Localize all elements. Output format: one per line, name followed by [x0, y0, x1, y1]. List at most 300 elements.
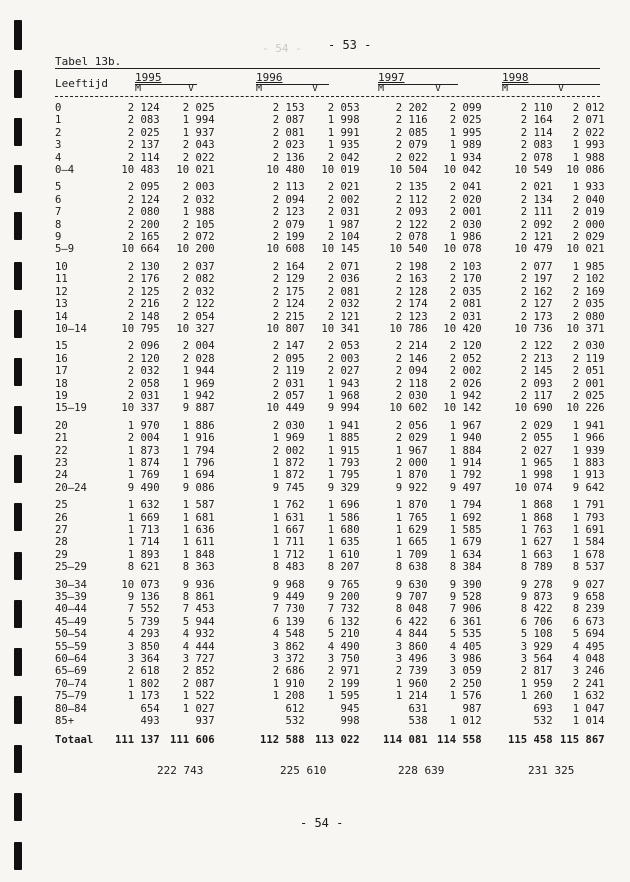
- age-label: 10–14: [55, 322, 87, 335]
- binding-hole-mark: [14, 406, 22, 434]
- binding-hole-mark: [14, 262, 22, 290]
- age-label: 30–34: [55, 578, 87, 591]
- population-value: 1 522: [182, 690, 215, 703]
- age-label: 1: [55, 114, 62, 127]
- table-row: [55, 152, 605, 164]
- population-value: 10 608: [266, 243, 305, 256]
- population-value: 2 216: [127, 298, 160, 311]
- population-value: 2 078: [520, 151, 553, 164]
- population-value: 2 124: [127, 102, 160, 114]
- population-value: 1 014: [572, 715, 605, 728]
- table-row: [55, 499, 605, 511]
- population-value: 4 048: [572, 653, 605, 666]
- population-value: 1 793: [572, 511, 605, 524]
- table-row: [55, 340, 605, 352]
- table-row: [55, 139, 605, 151]
- population-value: 2 250: [449, 677, 482, 690]
- population-value: 2 082: [182, 273, 215, 286]
- population-value: 1 635: [327, 536, 360, 549]
- population-value: 1 942: [182, 389, 215, 402]
- population-value: 2 025: [127, 126, 160, 139]
- population-value: 10 449: [266, 402, 305, 415]
- page-number-top: - 53 -: [328, 38, 372, 52]
- population-value: 9 027: [572, 578, 605, 591]
- population-value: 1 913: [572, 469, 605, 482]
- population-value: 1 584: [572, 536, 605, 549]
- header-bottom-rule: [55, 96, 600, 97]
- age-label: 28: [55, 536, 68, 549]
- population-value: 2 119: [272, 365, 305, 378]
- population-value: 1 576: [449, 690, 482, 703]
- population-value: 2 030: [272, 419, 305, 432]
- binding-hole-mark: [14, 600, 22, 628]
- population-value: 1 665: [395, 536, 428, 549]
- population-value: 2 001: [572, 377, 605, 390]
- population-value: 2 080: [127, 206, 160, 219]
- population-value: 2 105: [182, 218, 215, 231]
- population-value: 1 868: [520, 511, 553, 524]
- population-value: 1 987: [327, 218, 360, 231]
- population-value: 2 148: [127, 310, 160, 323]
- population-value: 9 707: [395, 591, 428, 604]
- population-value: 10 602: [389, 402, 428, 415]
- table-row: [55, 549, 605, 561]
- sex-header-v: V: [558, 83, 565, 94]
- population-value: 2 025: [449, 114, 482, 127]
- population-value: 2 163: [395, 273, 428, 286]
- binding-hole-mark: [14, 503, 22, 531]
- table-row: [55, 690, 605, 702]
- population-value: 6 139: [272, 615, 305, 628]
- age-label: 85+: [55, 715, 75, 728]
- population-value: 10 483: [121, 164, 160, 177]
- population-value: 9 086: [182, 481, 215, 494]
- population-value: 2 135: [395, 181, 428, 194]
- population-value: 10 073: [121, 578, 160, 591]
- population-value: 1 872: [272, 456, 305, 469]
- population-value: 2 030: [395, 389, 428, 402]
- population-value: 1 995: [449, 126, 482, 139]
- table-row: [55, 164, 605, 176]
- population-value: 3 750: [327, 653, 360, 666]
- population-value: 2 739: [395, 665, 428, 678]
- age-label: 17: [55, 365, 68, 378]
- population-value: 1 694: [182, 469, 215, 482]
- population-value: 2 199: [327, 677, 360, 690]
- population-value: 1 969: [182, 377, 215, 390]
- population-value: 1 870: [395, 499, 428, 512]
- population-value: 3 364: [127, 653, 160, 666]
- population-value: 1 714: [127, 536, 160, 549]
- population-value: 1 989: [449, 139, 482, 152]
- population-value: 9 887: [182, 402, 215, 415]
- population-value: 2 022: [572, 126, 605, 139]
- population-value: 2 120: [127, 352, 160, 365]
- population-value: 1 967: [449, 419, 482, 432]
- population-value: 6 422: [395, 615, 428, 628]
- population-value: 4 844: [395, 628, 428, 641]
- population-value: 3 850: [127, 640, 160, 653]
- population-value: 2 026: [449, 377, 482, 390]
- population-value: 2 029: [395, 432, 428, 445]
- population-value: 2 971: [327, 665, 360, 678]
- population-value: 2 020: [449, 193, 482, 206]
- population-value: 113 022: [315, 734, 360, 747]
- population-value: 1 939: [572, 444, 605, 457]
- population-value: 2 029: [572, 231, 605, 244]
- age-label: 3: [55, 139, 62, 152]
- population-value: 2 124: [127, 193, 160, 206]
- population-value: 538: [408, 715, 428, 728]
- population-value: 2 164: [520, 114, 553, 127]
- age-label: Totaal: [55, 734, 94, 747]
- population-value: 8 384: [449, 561, 482, 574]
- population-value: 1 678: [572, 548, 605, 561]
- table-row: [55, 628, 605, 640]
- year-underline: [378, 84, 458, 85]
- population-value: 2 081: [449, 298, 482, 311]
- year-underline: [502, 84, 600, 85]
- population-value: 1 965: [520, 456, 553, 469]
- population-value: 2 054: [182, 310, 215, 323]
- population-value: 1 870: [395, 469, 428, 482]
- population-value: 1 937: [182, 126, 215, 139]
- population-value: 2 003: [327, 352, 360, 365]
- sex-header-m: M: [378, 83, 385, 94]
- population-value: 2 145: [520, 365, 553, 378]
- population-value: 1 872: [272, 469, 305, 482]
- population-value: 2 110: [520, 102, 553, 114]
- age-label: 60–64: [55, 653, 87, 666]
- population-value: 2 852: [182, 665, 215, 678]
- population-value: 10 664: [121, 243, 160, 256]
- table-row: [55, 469, 605, 481]
- population-value: 1 711: [272, 536, 305, 549]
- table-row: [55, 286, 605, 298]
- population-value: 2 116: [395, 114, 428, 127]
- table-row: [55, 616, 605, 628]
- population-value: 1 802: [127, 677, 160, 690]
- population-value: 1 680: [327, 524, 360, 536]
- population-value: 2 025: [182, 102, 215, 114]
- population-value: 10 480: [266, 164, 305, 177]
- population-value: 112 588: [260, 734, 305, 747]
- population-value: 2 112: [395, 193, 428, 206]
- table-row: [55, 591, 605, 603]
- table-row: [55, 715, 605, 727]
- age-label: 6: [55, 193, 62, 206]
- population-value: 10 371: [566, 322, 605, 335]
- population-value: 2 030: [449, 218, 482, 231]
- population-value: 2 083: [127, 114, 160, 127]
- age-label: 20: [55, 419, 68, 432]
- age-label: 21: [55, 432, 68, 445]
- population-value: 1 885: [327, 432, 360, 445]
- population-value: 2 055: [520, 432, 553, 445]
- bleed-through-page-number: - 54 -: [262, 42, 302, 55]
- population-value: 2 021: [520, 181, 553, 194]
- population-table: [55, 102, 605, 749]
- population-value: 2 052: [449, 352, 482, 365]
- population-value: 1 914: [449, 456, 482, 469]
- population-value: 115 867: [560, 734, 605, 747]
- population-value: 2 078: [395, 231, 428, 244]
- population-value: 1 611: [182, 536, 215, 549]
- population-value: 1 712: [272, 548, 305, 561]
- table-row: [55, 432, 605, 444]
- population-value: 10 226: [566, 402, 605, 415]
- year-header-1995: 1995: [135, 71, 162, 84]
- population-value: 2 028: [182, 352, 215, 365]
- population-value: 4 293: [127, 628, 160, 641]
- population-value: 2 031: [127, 389, 160, 402]
- population-value: 4 444: [182, 640, 215, 653]
- age-label: 9: [55, 231, 62, 244]
- population-value: 2 087: [182, 677, 215, 690]
- table-row: [55, 243, 605, 255]
- binding-hole-mark: [14, 745, 22, 773]
- population-value: 2 027: [520, 444, 553, 457]
- population-value: 1 587: [182, 499, 215, 512]
- population-value: 1 585: [449, 524, 482, 536]
- table-row: [55, 390, 605, 402]
- population-value: 945: [340, 702, 360, 715]
- population-value: 2 081: [327, 285, 360, 298]
- table-row: [55, 603, 605, 615]
- age-label: 10: [55, 260, 68, 273]
- population-value: 10 479: [514, 243, 553, 256]
- population-value: 8 621: [127, 561, 160, 574]
- population-value: 1 993: [572, 139, 605, 152]
- age-label: 23: [55, 456, 68, 469]
- age-label: 70–74: [55, 677, 87, 690]
- population-value: 2 023: [272, 139, 305, 152]
- population-value: 1 886: [182, 419, 215, 432]
- population-value: 1 792: [449, 469, 482, 482]
- population-value: 9 200: [327, 591, 360, 604]
- age-label: 35–39: [55, 591, 87, 604]
- population-value: 2 686: [272, 665, 305, 678]
- population-value: 998: [340, 715, 360, 728]
- population-value: 2 119: [572, 352, 605, 365]
- population-value: 631: [408, 702, 428, 715]
- population-value: 9 994: [327, 402, 360, 415]
- population-value: 2 022: [182, 151, 215, 164]
- population-value: 2 102: [572, 273, 605, 286]
- population-value: 10 795: [121, 322, 160, 335]
- population-value: 9 390: [449, 578, 482, 591]
- population-value: 2 043: [182, 139, 215, 152]
- population-value: 2 032: [182, 285, 215, 298]
- population-value: 2 153: [272, 102, 305, 114]
- population-value: 9 528: [449, 591, 482, 604]
- population-value: 2 041: [449, 181, 482, 194]
- table-row: [55, 457, 605, 469]
- population-value: 2 202: [395, 102, 428, 114]
- grand-total-1997: 228 639: [398, 764, 445, 777]
- population-value: 1 796: [182, 456, 215, 469]
- population-value: 3 860: [395, 640, 428, 653]
- population-value: 10 019: [321, 164, 360, 177]
- population-value: 2 114: [520, 126, 553, 139]
- sex-header-v: V: [312, 83, 319, 94]
- population-value: 2 027: [327, 365, 360, 378]
- population-value: 2 146: [395, 352, 428, 365]
- population-value: 2 081: [272, 126, 305, 139]
- population-value: 2 094: [395, 365, 428, 378]
- population-value: 1 629: [395, 524, 428, 536]
- year-underline: [256, 84, 329, 85]
- population-value: 1 610: [327, 548, 360, 561]
- population-value: 9 278: [520, 578, 553, 591]
- table-row: [55, 445, 605, 457]
- population-value: 114 081: [383, 734, 428, 747]
- population-value: 1 214: [395, 690, 428, 703]
- age-label: 4: [55, 151, 62, 164]
- table-row: [55, 353, 605, 365]
- population-value: 2 087: [272, 114, 305, 127]
- binding-hole-mark: [14, 648, 22, 676]
- table-row: [55, 678, 605, 690]
- population-value: 1 794: [182, 444, 215, 457]
- population-value: 1 986: [449, 231, 482, 244]
- population-value: 1 794: [449, 499, 482, 512]
- binding-hole-mark: [14, 20, 22, 50]
- population-value: 8 638: [395, 561, 428, 574]
- population-value: 2 035: [449, 285, 482, 298]
- population-value: 111 137: [115, 734, 160, 747]
- population-value: 2 134: [520, 193, 553, 206]
- table-row: [55, 536, 605, 548]
- population-value: 9 745: [272, 481, 305, 494]
- population-value: 8 422: [520, 603, 553, 616]
- population-value: 10 042: [443, 164, 482, 177]
- population-value: 5 739: [127, 615, 160, 628]
- population-value: 2 051: [572, 365, 605, 378]
- population-value: 2 147: [272, 340, 305, 353]
- population-value: 2 120: [449, 340, 482, 353]
- population-value: 532: [285, 715, 305, 728]
- population-value: 2 093: [395, 206, 428, 219]
- population-value: 10 549: [514, 164, 553, 177]
- population-value: 2 198: [395, 260, 428, 273]
- population-value: 1 910: [272, 677, 305, 690]
- population-value: 2 169: [572, 285, 605, 298]
- population-value: 1 916: [182, 432, 215, 445]
- population-value: 5 210: [327, 628, 360, 641]
- sex-header-m: M: [502, 83, 509, 94]
- population-value: 1 027: [182, 702, 215, 715]
- population-value: 9 630: [395, 578, 428, 591]
- population-value: 1 884: [449, 444, 482, 457]
- population-value: 532: [533, 715, 553, 728]
- population-value: 493: [140, 715, 160, 728]
- population-value: 1 627: [520, 536, 553, 549]
- age-label: 16: [55, 352, 68, 365]
- population-value: 1 260: [520, 690, 553, 703]
- population-value: 1 969: [272, 432, 305, 445]
- binding-hole-mark: [14, 165, 22, 193]
- population-value: 10 086: [566, 164, 605, 177]
- population-value: 2 080: [572, 310, 605, 323]
- table-row: [55, 231, 605, 243]
- age-label: 5–9: [55, 243, 75, 256]
- population-value: 2 093: [520, 377, 553, 390]
- age-label: 0–4: [55, 164, 75, 177]
- population-value: 10 145: [321, 243, 360, 256]
- age-label: 45–49: [55, 615, 87, 628]
- population-value: 2 124: [272, 298, 305, 311]
- year-header-1996: 1996: [256, 71, 283, 84]
- population-value: 2 053: [327, 102, 360, 114]
- table-row: [55, 261, 605, 273]
- population-value: 8 537: [572, 561, 605, 574]
- population-value: 5 535: [449, 628, 482, 641]
- population-value: 9 658: [572, 591, 605, 604]
- population-value: 2 111: [520, 206, 553, 219]
- population-value: 1 967: [395, 444, 428, 457]
- population-value: 1 795: [327, 469, 360, 482]
- population-value: 10 690: [514, 402, 553, 415]
- population-value: 9 873: [520, 591, 553, 604]
- population-value: 1 713: [127, 524, 160, 536]
- table-row: [55, 206, 605, 218]
- table-row: [55, 298, 605, 310]
- age-label: 14: [55, 310, 68, 323]
- population-value: 1 012: [449, 715, 482, 728]
- population-value: 115 458: [508, 734, 553, 747]
- population-value: 5 694: [572, 628, 605, 641]
- age-label: 29: [55, 548, 68, 561]
- binding-hole-mark: [14, 793, 22, 821]
- binding-hole-mark: [14, 455, 22, 483]
- table-row: [55, 512, 605, 524]
- population-value: 1 998: [520, 469, 553, 482]
- population-value: 7 453: [182, 603, 215, 616]
- population-value: 1 586: [327, 511, 360, 524]
- age-label: 15: [55, 340, 68, 353]
- population-value: 1 941: [572, 419, 605, 432]
- age-label: 19: [55, 389, 68, 402]
- population-value: 2 214: [395, 340, 428, 353]
- population-value: 7 906: [449, 603, 482, 616]
- population-value: 1 985: [572, 260, 605, 273]
- population-value: 2 031: [449, 310, 482, 323]
- population-value: 2 072: [182, 231, 215, 244]
- population-value: 9 490: [127, 481, 160, 494]
- population-value: 2 103: [449, 260, 482, 273]
- population-value: 2 213: [520, 352, 553, 365]
- population-value: 2 618: [127, 665, 160, 678]
- population-value: 2 032: [327, 298, 360, 311]
- population-value: 2 002: [449, 365, 482, 378]
- population-value: 2 031: [327, 206, 360, 219]
- population-value: 2 058: [127, 377, 160, 390]
- population-value: 9 449: [272, 591, 305, 604]
- population-value: 2 129: [272, 273, 305, 286]
- population-value: 1 631: [272, 511, 305, 524]
- age-label: 27: [55, 524, 68, 536]
- page-number-bottom: - 54 -: [300, 816, 344, 830]
- table-row: [55, 665, 605, 677]
- population-value: 1 679: [449, 536, 482, 549]
- population-value: 2 095: [272, 352, 305, 365]
- population-value: 2 021: [327, 181, 360, 194]
- population-value: 1 696: [327, 499, 360, 512]
- age-label: 65–69: [55, 665, 87, 678]
- population-value: 1 968: [327, 389, 360, 402]
- population-value: 2 200: [127, 218, 160, 231]
